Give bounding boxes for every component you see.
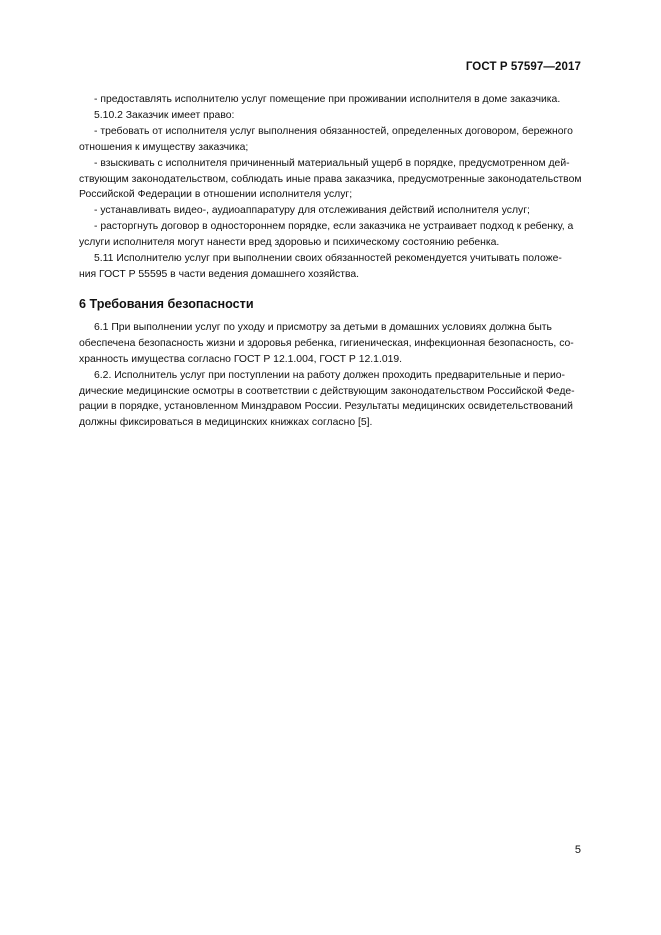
paragraph-line: услуги исполнителя могут нанести вред здоровью и психическому состоянию ребенка. — [79, 237, 500, 249]
document-body — [79, 92, 582, 431]
paragraph-line: - устанавливать видео-, аудиоаппаратуру для отслеживания действий исполнителя услуг; — [94, 205, 530, 217]
paragraph-line: рации в порядке, установленном Минздравом России. Результаты медицинских освидетельствований — [79, 401, 573, 413]
paragraph-line: обеспечена безопасность жизни и здоровья ребенка, гигиеническая, инфекционная безопасность, со- — [79, 337, 574, 349]
clause-5-11: 5.11 Исполнителю услуг при выполнении своих обязанностей рекомендуется учитывать положе- — [94, 253, 562, 265]
paragraph-line: - предоставлять исполнителю услуг помещение при проживании исполнителя в доме заказчика. — [94, 94, 561, 105]
paragraph-line: Российской Федерации в отношении исполнителя услуг; — [79, 189, 353, 201]
clause-5-10-2: 5.10.2 Заказчик имеет право: — [94, 109, 235, 121]
paragraph-line: - взыскивать с исполнителя причиненный материальный ущерб в порядке, предусмотренном дей- — [94, 157, 570, 169]
paragraph-line: ствующим законодательством, соблюдать иные права заказчика, предусмотренные законодательством — [79, 173, 582, 185]
clause-6-2: 6.2. Исполнитель услуг при поступлении на работу должен проходить предварительные и перио- — [94, 369, 565, 381]
clause-6-1: 6.1 При выполнении услуг по уходу и присмотру за детьми в домашних условиях должна быть — [94, 321, 552, 333]
paragraph-line: ния ГОСТ Р 55595 в части ведения домашнего хозяйства. — [79, 268, 360, 280]
page-number: 5 — [574, 844, 581, 856]
paragraph-line: - требовать от исполнителя услуг выполнения обязанностей, определенных договором, бережного — [94, 125, 573, 137]
paragraph-line: - расторгнуть договор в одностороннем порядке, если заказчика не устраивает подход к ребенку, а — [94, 221, 574, 233]
paragraph-line: дические медицинские осмотры в соответствии с действующим законодательством Российской Феде- — [79, 385, 575, 397]
paragraph-line: должны фиксироваться в медицинских книжках согласно [5]. — [79, 417, 373, 429]
document-id-header: ГОСТ Р 57597—2017 — [465, 61, 581, 73]
section-6-heading: 6 Требования безопасности — [79, 296, 254, 311]
paragraph-line: хранность имущества согласно ГОСТ Р 12.1.004, ГОСТ Р 12.1.019. — [79, 353, 403, 365]
paragraph-line: отношения к имуществу заказчика; — [79, 141, 249, 153]
